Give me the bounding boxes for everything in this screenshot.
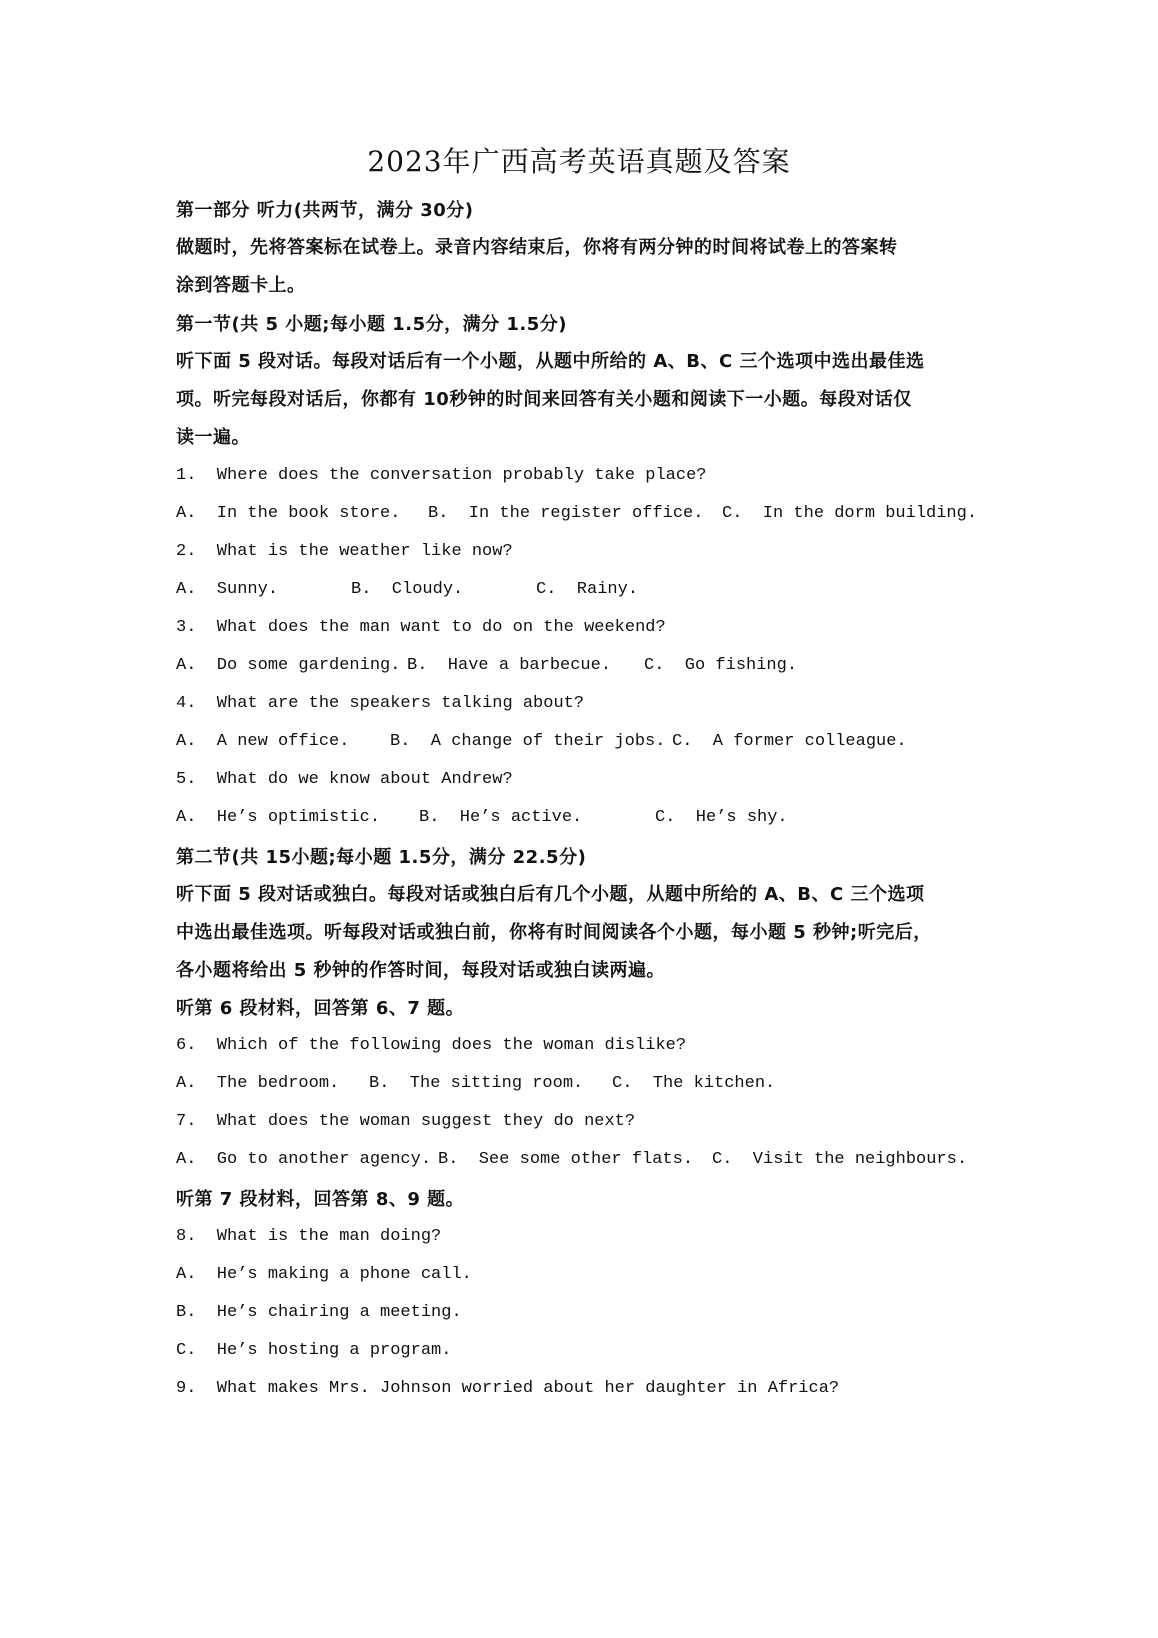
q1-option-a: A. In the book store.	[176, 504, 401, 523]
question-2: 2. What is the weather like now?	[176, 542, 513, 561]
q6-option-b: B. The sitting room.	[369, 1074, 584, 1093]
q6-option-c: C. The kitchen.	[612, 1074, 776, 1093]
question-5: 5. What do we know about Andrew?	[176, 770, 513, 789]
q5-option-a: A. He’s optimistic.	[176, 808, 381, 827]
q4-option-c: C. A former colleague.	[672, 732, 907, 751]
q8-option-a: A. He’s making a phone call.	[176, 1265, 472, 1284]
q4-option-b: B. A change of their jobs.	[390, 732, 666, 751]
question-4: 4. What are the speakers talking about?	[176, 694, 585, 713]
question-1: 1. Where does the conversation probably take place?	[176, 466, 707, 485]
q3-option-a: A. Do some gardening.	[176, 656, 401, 675]
section2-instruction-line-2: 中选出最佳选项。听每段对话或独白前，你将有时间阅读各个小题，每小题 5 秒钟;听完后，	[176, 922, 932, 943]
question-3: 3. What does the man want to do on the weekend?	[176, 618, 666, 637]
question-8: 8. What is the man doing?	[176, 1227, 442, 1246]
q7-option-c: C. Visit the neighbours.	[712, 1150, 968, 1169]
q3-option-c: C. Go fishing.	[644, 656, 798, 675]
section2-heading: 第二节(共 15小题;每小题 1.5分，满分 22.5分)	[176, 847, 587, 868]
part1-instruction-line-1: 做题时，先将答案标在试卷上。录音内容结束后，你将有两分钟的时间将试卷上的答案转	[176, 237, 898, 258]
page-title: 2023年广西高考英语真题及答案	[367, 145, 791, 178]
q2-option-c: C. Rainy.	[536, 580, 639, 599]
part1-heading: 第一部分 听力(共两节，满分 30分)	[176, 200, 474, 221]
material-7-heading: 听第 7 段材料，回答第 8、9 题。	[176, 1189, 465, 1210]
section1-heading: 第一节(共 5 小题;每小题 1.5分，满分 1.5分)	[176, 314, 568, 335]
q6-option-a: A. The bedroom.	[176, 1074, 340, 1093]
material-6-heading: 听第 6 段材料，回答第 6、7 题。	[176, 998, 465, 1019]
section1-instruction-line-3: 读一遍。	[176, 427, 250, 448]
section2-instruction-line-1: 听下面 5 段对话或独白。每段对话或独白后有几个小题，从题中所给的 A、B、C 三个选项	[176, 884, 925, 905]
question-9: 9. What makes Mrs. Johnson worried about her daughter in Africa?	[176, 1379, 840, 1398]
question-6: 6. Which of the following does the woman dislike?	[176, 1036, 687, 1055]
q5-option-c: C. He’s shy.	[655, 808, 788, 827]
q8-option-b: B. He’s chairing a meeting.	[176, 1303, 462, 1322]
q7-option-b: B. See some other flats.	[438, 1150, 694, 1169]
q1-option-b: B. In the register office.	[428, 504, 704, 523]
q2-option-b: B. Cloudy.	[351, 580, 464, 599]
q7-option-a: A. Go to another agency.	[176, 1150, 432, 1169]
q3-option-b: B. Have a barbecue.	[407, 656, 612, 675]
section1-instruction-line-2: 项。听完每段对话后，你都有 10秒钟的时间来回答有关小题和阅读下一小题。每段对话仅	[176, 389, 912, 410]
question-7: 7. What does the woman suggest they do next?	[176, 1112, 636, 1131]
section1-instruction-line-1: 听下面 5 段对话。每段对话后有一个小题，从题中所给的 A、B、C 三个选项中选出最佳选	[176, 351, 925, 372]
q2-option-a: A. Sunny.	[176, 580, 279, 599]
part1-instruction-line-2: 涂到答题卡上。	[176, 275, 306, 296]
section2-instruction-line-3: 各小题将给出 5 秒钟的作答时间，每段对话或独白读两遍。	[176, 960, 666, 981]
q4-option-a: A. A new office.	[176, 732, 350, 751]
q1-option-c: C. In the dorm building.	[722, 504, 978, 523]
q8-option-c: C. He’s hosting a program.	[176, 1341, 452, 1360]
q5-option-b: B. He’s active.	[419, 808, 583, 827]
